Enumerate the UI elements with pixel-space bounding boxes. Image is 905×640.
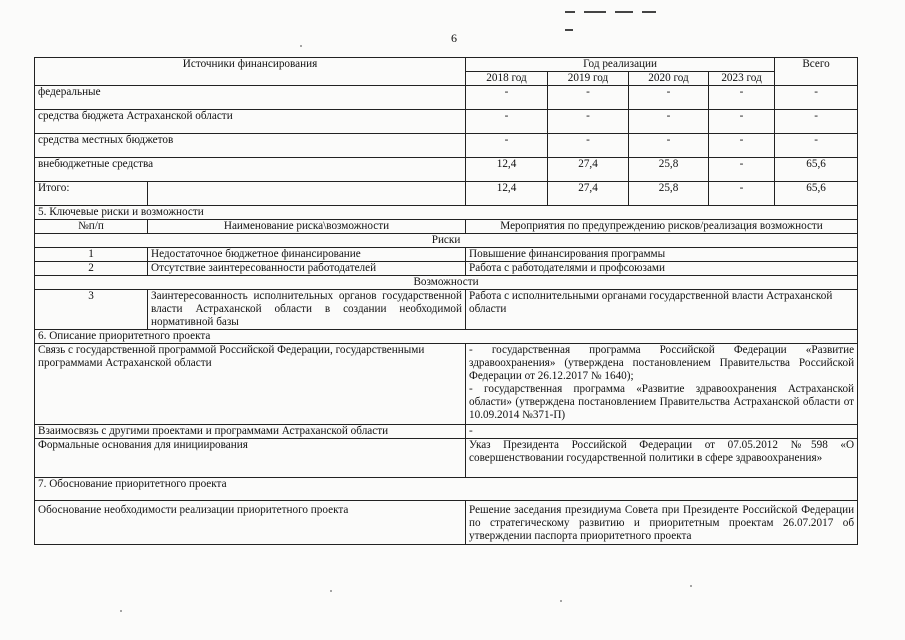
priority-value: - государственная программа Российской Федерации «Развитие здравоохранения» (утверждена постановлением Правительства Российской Федерации от 26.12.2017 № 1640); - государственная программа «Развитие здравоохранения Астраханской области» (утверждена постановлением Правительства Астраханской области от 10.09.2014 №371-П) <box>466 344 858 425</box>
priority-value: Указ Президента Российской Федерации от 07.05.2012 №598 «О совершенствовании государственной политики в сфере здравоохранения» <box>466 439 858 478</box>
risk-measure: Работа с исполнительными органами государственной власти Астраханской области <box>466 290 858 330</box>
project-passport-table <box>34 57 858 545</box>
justification-section-row <box>35 478 858 501</box>
funding-value: - <box>548 86 629 110</box>
priority-label: Взаимосвязь с другими проектами и программами Астраханской области <box>35 425 466 439</box>
scan-speck <box>690 585 692 587</box>
risks-label: Риски <box>35 234 858 248</box>
funding-row-label: средства местных бюджетов <box>35 134 466 158</box>
funding-value: 12,4 <box>466 158 548 182</box>
risk-num-header: №п/п <box>35 220 148 234</box>
priority-row-basis <box>35 439 858 478</box>
justification-section-title: 7. Обоснование приоритетного проекта <box>35 478 858 501</box>
priority-row-programs <box>35 344 858 425</box>
risk-measures-header: Мероприятия по предупреждению рисков/реализация возможности <box>466 220 858 234</box>
year-2019-header: 2019 год <box>548 72 629 86</box>
funding-row-extrabudget <box>35 158 858 182</box>
funding-row-label: средства бюджета Астраханской области <box>35 110 466 134</box>
risk-name-header: Наименование риска\возможности <box>148 220 466 234</box>
funding-total: - <box>775 86 858 110</box>
risk-row-2 <box>35 262 858 276</box>
risks-section-row <box>35 206 858 220</box>
funding-row-total <box>35 182 858 206</box>
risk-name: Недостаточное бюджетное финансирование <box>148 248 466 262</box>
scan-speck <box>300 45 302 47</box>
funding-value: - <box>629 110 709 134</box>
funding-value: - <box>548 110 629 134</box>
year-2020-header: 2020 год <box>629 72 709 86</box>
funding-value: 27,4 <box>548 158 629 182</box>
risk-row-1 <box>35 248 858 262</box>
priority-label: Связь с государственной программой Российской Федерации, государственными программами Астраханской области <box>35 344 466 425</box>
priority-section-row <box>35 330 858 344</box>
funding-value: - <box>548 134 629 158</box>
funding-row-label: федеральные <box>35 86 466 110</box>
priority-value: - <box>466 425 858 439</box>
funding-value: - <box>709 182 775 206</box>
risk-num: 3 <box>35 290 148 330</box>
opportunities-subheader-row <box>35 276 858 290</box>
year-2023-header: 2023 год <box>709 72 775 86</box>
opportunity-row-3 <box>35 290 858 330</box>
funding-total-header: Всего <box>775 58 858 86</box>
risk-num: 2 <box>35 262 148 276</box>
justification-row <box>35 501 858 545</box>
funding-total: 65,6 <box>775 182 858 206</box>
scan-speck <box>330 590 332 592</box>
risk-num: 1 <box>35 248 148 262</box>
funding-value: - <box>709 110 775 134</box>
risk-measure: Работа с работодателями и профсоюзами <box>466 262 858 276</box>
funding-value: 12,4 <box>466 182 548 206</box>
risk-name: Отсутствие заинтересованности работодателей <box>148 262 466 276</box>
funding-value: - <box>629 134 709 158</box>
priority-section-title: 6. Описание приоритетного проекта <box>35 330 858 344</box>
funding-total: 65,6 <box>775 158 858 182</box>
funding-value: 27,4 <box>548 182 629 206</box>
funding-row-label: Итого: <box>35 182 148 206</box>
risks-section-title: 5. Ключевые риски и возможности <box>35 206 858 220</box>
risks-header-row <box>35 220 858 234</box>
page-number: 6 <box>451 31 457 45</box>
funding-row-federal <box>35 86 858 110</box>
funding-value: - <box>709 134 775 158</box>
funding-value: - <box>709 158 775 182</box>
funding-value: - <box>709 86 775 110</box>
justification-value: Решение заседания президиума Совета при Президенте Российской Федерации по стратегическому развитию и приоритетным проектам 26.07.2017 об утверждении паспорта приоритетного проекта <box>466 501 858 545</box>
funding-row-regional <box>35 110 858 134</box>
priority-row-links <box>35 425 858 439</box>
risk-measure: Повышение финансирования программы <box>466 248 858 262</box>
funding-value: - <box>629 86 709 110</box>
funding-empty-cell <box>148 182 466 206</box>
priority-label: Формальные основания для инициирования <box>35 439 466 478</box>
funding-year-header: Год реализации <box>466 58 775 72</box>
funding-value: 25,8 <box>629 182 709 206</box>
funding-header-row <box>35 58 858 72</box>
scan-speck <box>120 610 122 612</box>
funding-value: 25,8 <box>629 158 709 182</box>
funding-value: - <box>466 86 548 110</box>
funding-total: - <box>775 134 858 158</box>
scan-speck <box>560 600 562 602</box>
risk-name: Заинтересованность исполнительных органов государственной власти Астраханской области в создании необходимой нормативной базы <box>148 290 466 330</box>
funding-row-label: внебюджетные средства <box>35 158 466 182</box>
funding-value: - <box>466 134 548 158</box>
risks-subheader-row <box>35 234 858 248</box>
funding-total: - <box>775 110 858 134</box>
funding-value: - <box>466 110 548 134</box>
funding-row-local <box>35 134 858 158</box>
scan-marks <box>565 0 675 6</box>
funding-sources-header: Источники финансирования <box>35 58 466 86</box>
opportunities-label: Возможности <box>35 276 858 290</box>
year-2018-header: 2018 год <box>466 72 548 86</box>
justification-label: Обоснование необходимости реализации приоритетного проекта <box>35 501 466 545</box>
